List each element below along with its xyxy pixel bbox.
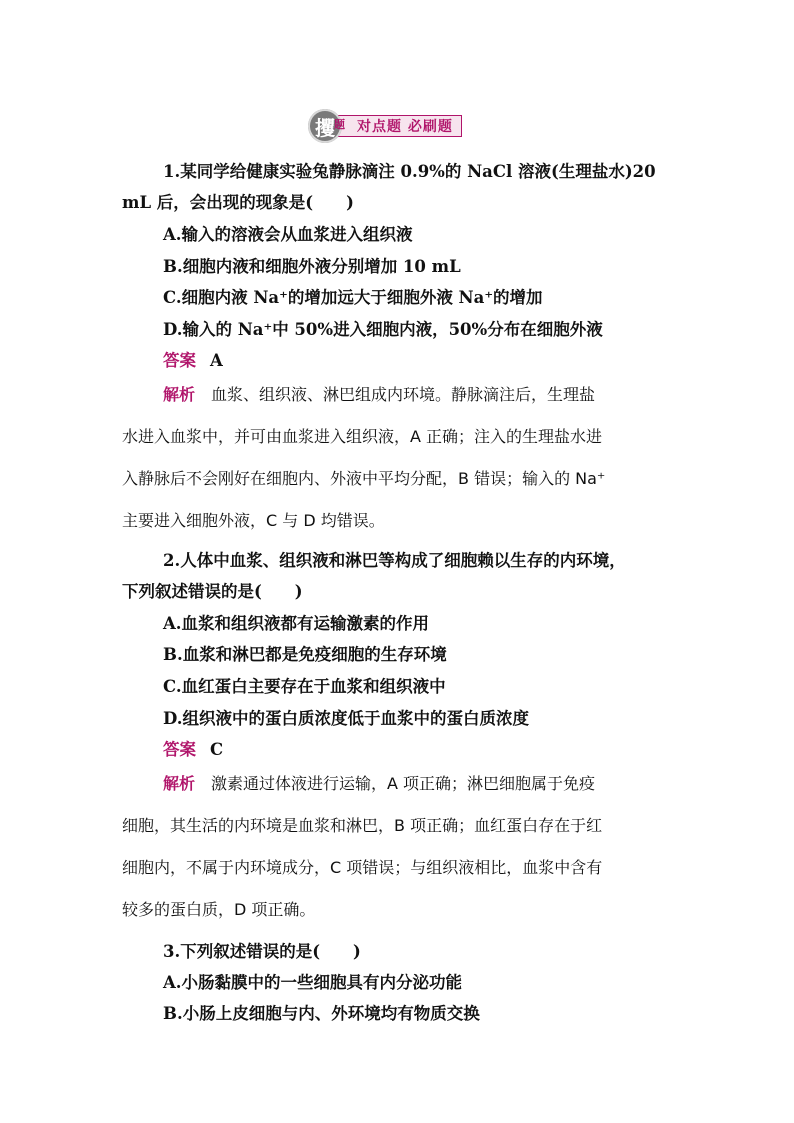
q1-explain-label: 解析: [163, 385, 196, 404]
q2-explain-label: 解析: [163, 774, 196, 793]
badge-logo-sub: 题: [334, 118, 345, 131]
q1-option-c: C.细胞内液 Na⁺的增加远大于细胞外液 Na⁺的增加: [163, 288, 543, 307]
q2-option-b: B.血浆和淋巴都是免疫细胞的生存环境: [163, 645, 447, 664]
q2-option-d: D.组织液中的蛋白质浓度低于血浆中的蛋白质浓度: [163, 709, 529, 728]
q1-explain-line-4: 主要进入细胞外液，C 与 D 均错误。: [122, 511, 385, 530]
q1-explain-line-2: 水进入血浆中，并可由血浆进入组织液，A 正确；注入的生理盐水进: [122, 427, 603, 446]
q2-stem-line-2: 下列叙述错误的是( ): [122, 582, 303, 601]
q1-stem-line-2: mL 后，会出现的现象是( ): [122, 193, 354, 212]
q2-explain-line-1: [163, 772, 595, 796]
q1-answer: [163, 349, 223, 373]
q1-explain-text-1: 血浆、组织液、淋巴组成内环境。静脉滴注后，生理盐: [211, 385, 596, 404]
q2-answer-label: 答案: [163, 740, 196, 759]
q2-explain-line-2: 细胞，其生活的内环境是血浆和淋巴，B 项正确；血红蛋白存在于红: [122, 816, 603, 835]
q2-explain-line-3: 细胞内，不属于内环境成分，C 项错误；与组织液相比，血浆中含有: [122, 858, 603, 877]
q3-stem-line-1: 3.下列叙述错误的是( ): [163, 942, 361, 961]
q1-stem-line-1: 1.某同学给健康实验兔静脉滴注 0.9%的 NaCl 溶液(生理盐水)20: [163, 162, 656, 181]
q2-explain-line-4: 较多的蛋白质，D 项正确。: [122, 900, 316, 919]
q2-option-a: A.血浆和组织液都有运输激素的作用: [163, 614, 430, 633]
q1-explain-line-1: [163, 383, 595, 407]
q1-option-b: B.细胞内液和细胞外液分别增加 10 mL: [163, 257, 461, 276]
badge-logo-char: 攫: [315, 115, 335, 140]
q1-answer-label: 答案: [163, 351, 196, 370]
section-badge: [308, 108, 462, 144]
q2-explain-text-1: 激素通过体液进行运输，A 项正确；淋巴细胞属于免疫: [211, 774, 596, 793]
q3-option-a: A.小肠黏膜中的一些细胞具有内分泌功能: [163, 973, 463, 992]
q3-option-b: B.小肠上皮细胞与内、外环境均有物质交换: [163, 1004, 480, 1023]
q1-option-d: D.输入的 Na⁺中 50%进入细胞内液，50%分布在细胞外液: [163, 320, 603, 339]
q2-option-c: C.血红蛋白主要存在于血浆和组织液中: [163, 677, 446, 696]
q2-answer-value: C: [210, 740, 224, 759]
q2-stem-line-1: 2.人体中血浆、组织液和淋巴等构成了细胞赖以生存的内环境，: [163, 551, 626, 570]
q1-answer-value: A: [210, 351, 223, 370]
q2-answer: [163, 738, 223, 762]
badge-label: 对点题 必刷题: [338, 115, 462, 137]
q1-option-a: A.输入的溶液会从血浆进入组织液: [163, 225, 413, 244]
q1-explain-line-3: 入静脉后不会刚好在细胞内、外液中平均分配，B 错误；输入的 Na⁺: [122, 469, 606, 488]
